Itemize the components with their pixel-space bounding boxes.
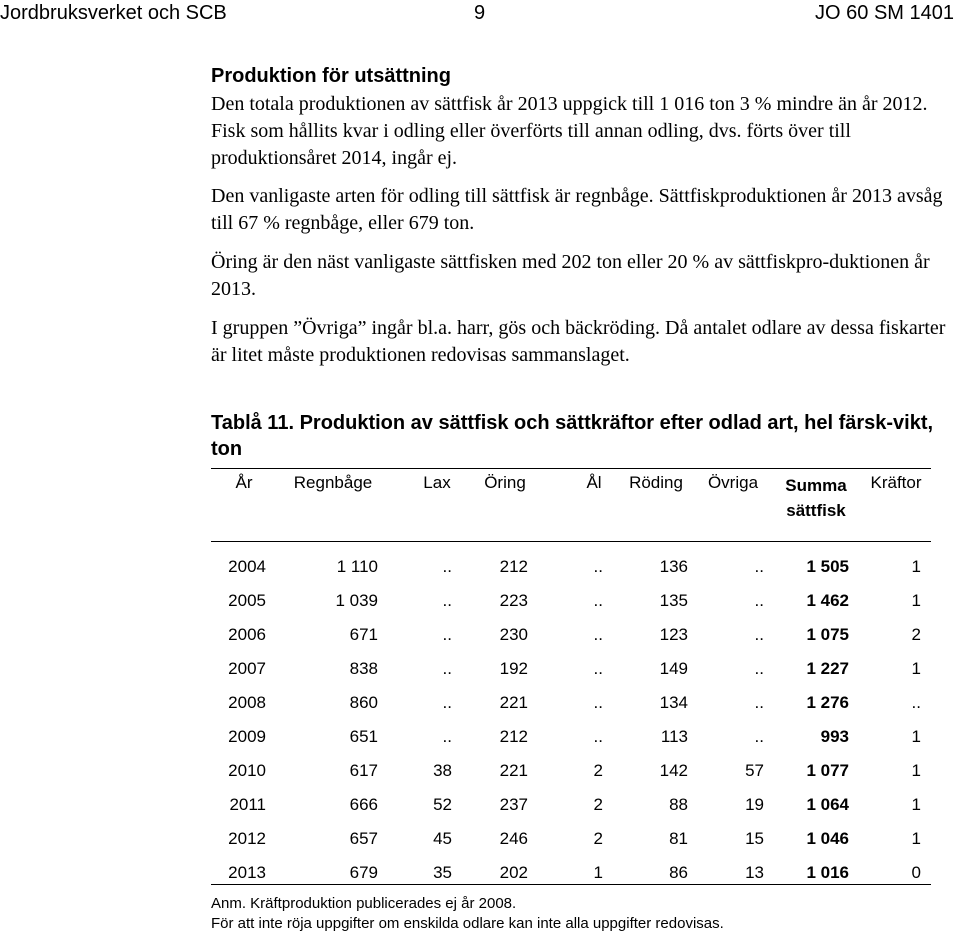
table-cell: .. (442, 693, 452, 712)
table-row-year: 2011 (229, 795, 266, 814)
table-cell: 679 (349, 863, 378, 882)
table-cell: 860 (349, 693, 378, 712)
table-cell: .. (442, 659, 452, 678)
table-cell: 35 (433, 863, 452, 882)
table-cell: 1 039 (335, 591, 378, 610)
body-paragraph: Den totala produktionen av sättfisk år 2013 uppgick till 1 016 ton 3 % mindre än år 2012. Fisk som hållits kvar i odling eller överförts till annan odling, dvs. förts över till produktionsåret 2014, ingår ej. (211, 93, 928, 169)
table-cell: 2 (911, 625, 921, 644)
table-cell: 1 077 (806, 761, 849, 780)
table-cell: .. (442, 625, 452, 644)
table-cell: 1 110 (336, 557, 378, 576)
table-cell: 135 (659, 591, 688, 610)
table-row-year: 2006 (228, 625, 266, 644)
table-cell: 223 (499, 591, 528, 610)
table-cell: .. (442, 591, 452, 610)
table-cell: 671 (349, 625, 378, 644)
table-row-year: 2013 (228, 863, 266, 882)
table-row-year: 2008 (228, 693, 266, 712)
table-cell: .. (593, 557, 603, 576)
section-title: Produktion för utsättning (211, 65, 451, 87)
table-cell: 666 (349, 795, 378, 814)
table-cell: 19 (745, 795, 764, 814)
table-bottom-rule (211, 884, 931, 885)
table-cell: 246 (499, 829, 528, 848)
table-row-year: 2009 (228, 727, 266, 746)
table-cell: 81 (669, 829, 688, 848)
table-row-year: 2005 (228, 591, 266, 610)
table-cell: 52 (433, 795, 452, 814)
table-cell: 86 (669, 863, 688, 882)
table-cell: 237 (499, 795, 528, 814)
table-cell: .. (593, 693, 603, 712)
table-top-rule (211, 468, 931, 469)
table-cell: .. (593, 727, 603, 746)
table-cell: 993 (820, 727, 849, 746)
table-cell: 0 (911, 863, 921, 882)
table-cell: 57 (745, 761, 764, 780)
page-header-right: JO 60 SM 1401 (815, 2, 954, 24)
table-cell: 617 (349, 761, 378, 780)
table-cell: 1 276 (806, 693, 849, 712)
table-cell: .. (911, 693, 921, 712)
table-header-cell: År (235, 473, 253, 492)
table-cell: .. (754, 693, 764, 712)
table-cell: 142 (659, 761, 688, 780)
table-cell: 13 (745, 863, 764, 882)
table-cell: 1 075 (806, 625, 849, 644)
table-cell: 45 (433, 829, 452, 848)
table-cell: 1 (911, 761, 921, 780)
table-header-cell: Ål (586, 473, 602, 492)
table-cell: .. (442, 727, 452, 746)
table-cell: .. (593, 625, 603, 644)
table-cell: 651 (349, 727, 378, 746)
table-row-year: 2007 (228, 659, 266, 678)
table-cell: 1 064 (806, 795, 849, 814)
table-cell: 38 (433, 761, 452, 780)
table-cell: 1 462 (806, 591, 849, 610)
table-note: Anm. Kräftproduktion publicerades ej år 2008. (211, 895, 517, 912)
table-cell: 2 (593, 795, 603, 814)
table-cell: 136 (659, 557, 688, 576)
table-cell: 1 (911, 795, 921, 814)
table-header-cell: Lax (423, 473, 451, 492)
table-cell: 1 (911, 557, 921, 576)
table-cell: .. (754, 591, 764, 610)
table-cell: 230 (499, 625, 528, 644)
table-cell: 192 (499, 659, 528, 678)
table-cell: 113 (660, 727, 688, 746)
table-cell: .. (442, 557, 452, 576)
table-header-cell: Röding (629, 473, 683, 492)
table-cell: .. (754, 659, 764, 678)
table-cell: 149 (659, 659, 688, 678)
page-number: 9 (474, 2, 486, 24)
table-header-cell: Regnbåge (293, 473, 373, 492)
table-cell: 657 (349, 829, 378, 848)
table-cell: 88 (669, 795, 688, 814)
table-header-cell: Öring (484, 473, 526, 492)
table-cell: 2 (593, 761, 603, 780)
table-header-cell: Kräftor (870, 473, 922, 492)
table-cell: 1 (911, 591, 921, 610)
table-cell: 1 046 (806, 829, 849, 848)
table-cell: 1 (911, 659, 921, 678)
table-note: För att inte röja uppgifter om enskilda odlare kan inte alla uppgifter redovisas. (211, 915, 724, 932)
table-cell: 1 (911, 727, 921, 746)
table-row-year: 2010 (228, 761, 266, 780)
table-cell: .. (754, 557, 764, 576)
table-cell: 212 (499, 727, 528, 746)
table-cell: 221 (499, 693, 528, 712)
table-cell: 15 (745, 829, 764, 848)
table-caption: Tablå 11. Produktion av sättfisk och sättkräftor efter odlad art, hel färsk-vikt, ton (211, 412, 934, 460)
table-cell: 134 (659, 693, 688, 712)
table-cell: 1 (593, 863, 603, 882)
table-cell: 202 (499, 863, 528, 882)
table-cell: 2 (593, 829, 603, 848)
page-header-left: Jordbruksverket och SCB (0, 2, 227, 24)
table-header-cell: Summa sättfisk (785, 476, 847, 520)
table-cell: .. (593, 591, 603, 610)
table-cell: 123 (659, 625, 688, 644)
table-cell: .. (754, 727, 764, 746)
body-paragraph: I gruppen ”Övriga” ingår bl.a. harr, gös och bäckröding. Då antalet odlare av dessa fiskarter är litet måste produktionen redovisas sammanslaget. (211, 317, 946, 366)
body-paragraph: Öring är den näst vanligaste sättfisken med 202 ton eller 20 % av sättfiskpro-duktionen år 2013. (211, 251, 930, 300)
table-cell: 1 016 (806, 863, 849, 882)
table-cell: 221 (499, 761, 528, 780)
body-paragraph: Den vanligaste arten för odling till sättfisk är regnbåge. Sättfiskproduktionen år 2013 avsåg till 67 % regnbåge, eller 679 ton. (211, 185, 943, 234)
table-cell: .. (593, 659, 603, 678)
table-cell: 838 (349, 659, 378, 678)
table-row-year: 2004 (228, 557, 266, 576)
table-header-rule (211, 541, 931, 542)
table-cell: 1 227 (806, 659, 849, 678)
table-cell: 1 505 (806, 557, 849, 576)
table-cell: .. (754, 625, 764, 644)
table-cell: 1 (911, 829, 921, 848)
table-cell: 212 (499, 557, 528, 576)
table-row-year: 2012 (228, 829, 266, 848)
table-header-cell: Övriga (707, 473, 759, 492)
